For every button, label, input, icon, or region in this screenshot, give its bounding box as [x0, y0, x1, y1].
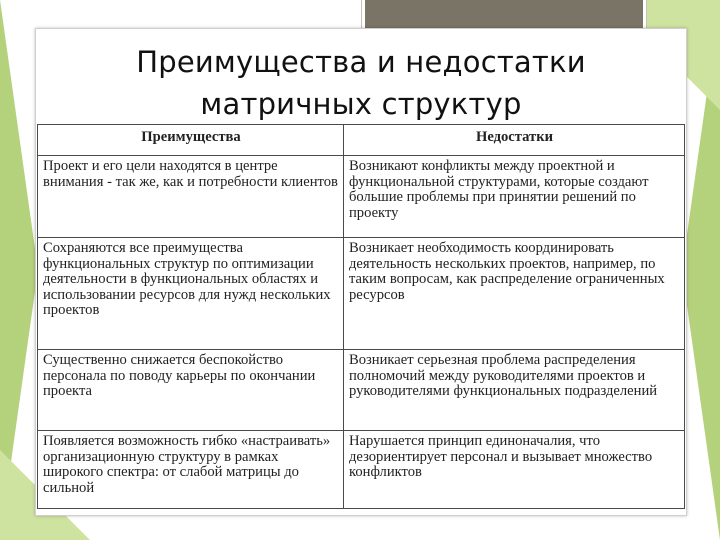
slide-title — [36, 41, 686, 125]
disadvantage-cell: Нарушается принцип единоначалия, что дезориентирует персонал и вызывает множество конфликтов — [344, 431, 685, 509]
header-disadvantages: Недостатки — [344, 125, 685, 156]
slide-title-line-1: Преимущества и недостатки — [136, 45, 586, 79]
comparison-table — [37, 124, 685, 509]
advantage-cell: Появляется возможность гибко «настраивать» организационную структуру в рамках широкого спектра: от слабой матрицы до сильной — [38, 431, 344, 509]
table-row — [38, 156, 685, 238]
advantage-cell: Проект и его цели находятся в центре внимания - так же, как и потребности клиентов — [38, 156, 344, 238]
disadvantage-cell: Возникает необходимость координировать деятельность нескольких проектов, например, по таким вопросам, как распределение ограниченных ресурсов — [344, 238, 685, 350]
table-row — [38, 431, 685, 509]
advantage-cell: Сохраняются все преимущества функциональных структур по оптимизации деятельности в функциональных областях и использовании ресурсов для нужд нескольких проектов — [38, 238, 344, 350]
disadvantage-cell: Возникают конфликты между проектной и функциональной структурами, которые создают большие проблемы при принятии решений по проекту — [344, 156, 685, 238]
disadvantage-cell: Возникает серьезная проблема распределения полномочий между руководителями проектов и руководителями функциональных подразделений — [344, 350, 685, 431]
advantage-cell: Существенно снижается беспокойство персонала по поводу карьеры по окончании проекта — [38, 350, 344, 431]
slide — [35, 28, 687, 516]
table-header-row — [38, 125, 685, 156]
table-row — [38, 350, 685, 431]
table-row — [38, 238, 685, 350]
header-advantages: Преимущества — [38, 125, 344, 156]
slide-title-line-2: матричных структур — [200, 87, 522, 121]
